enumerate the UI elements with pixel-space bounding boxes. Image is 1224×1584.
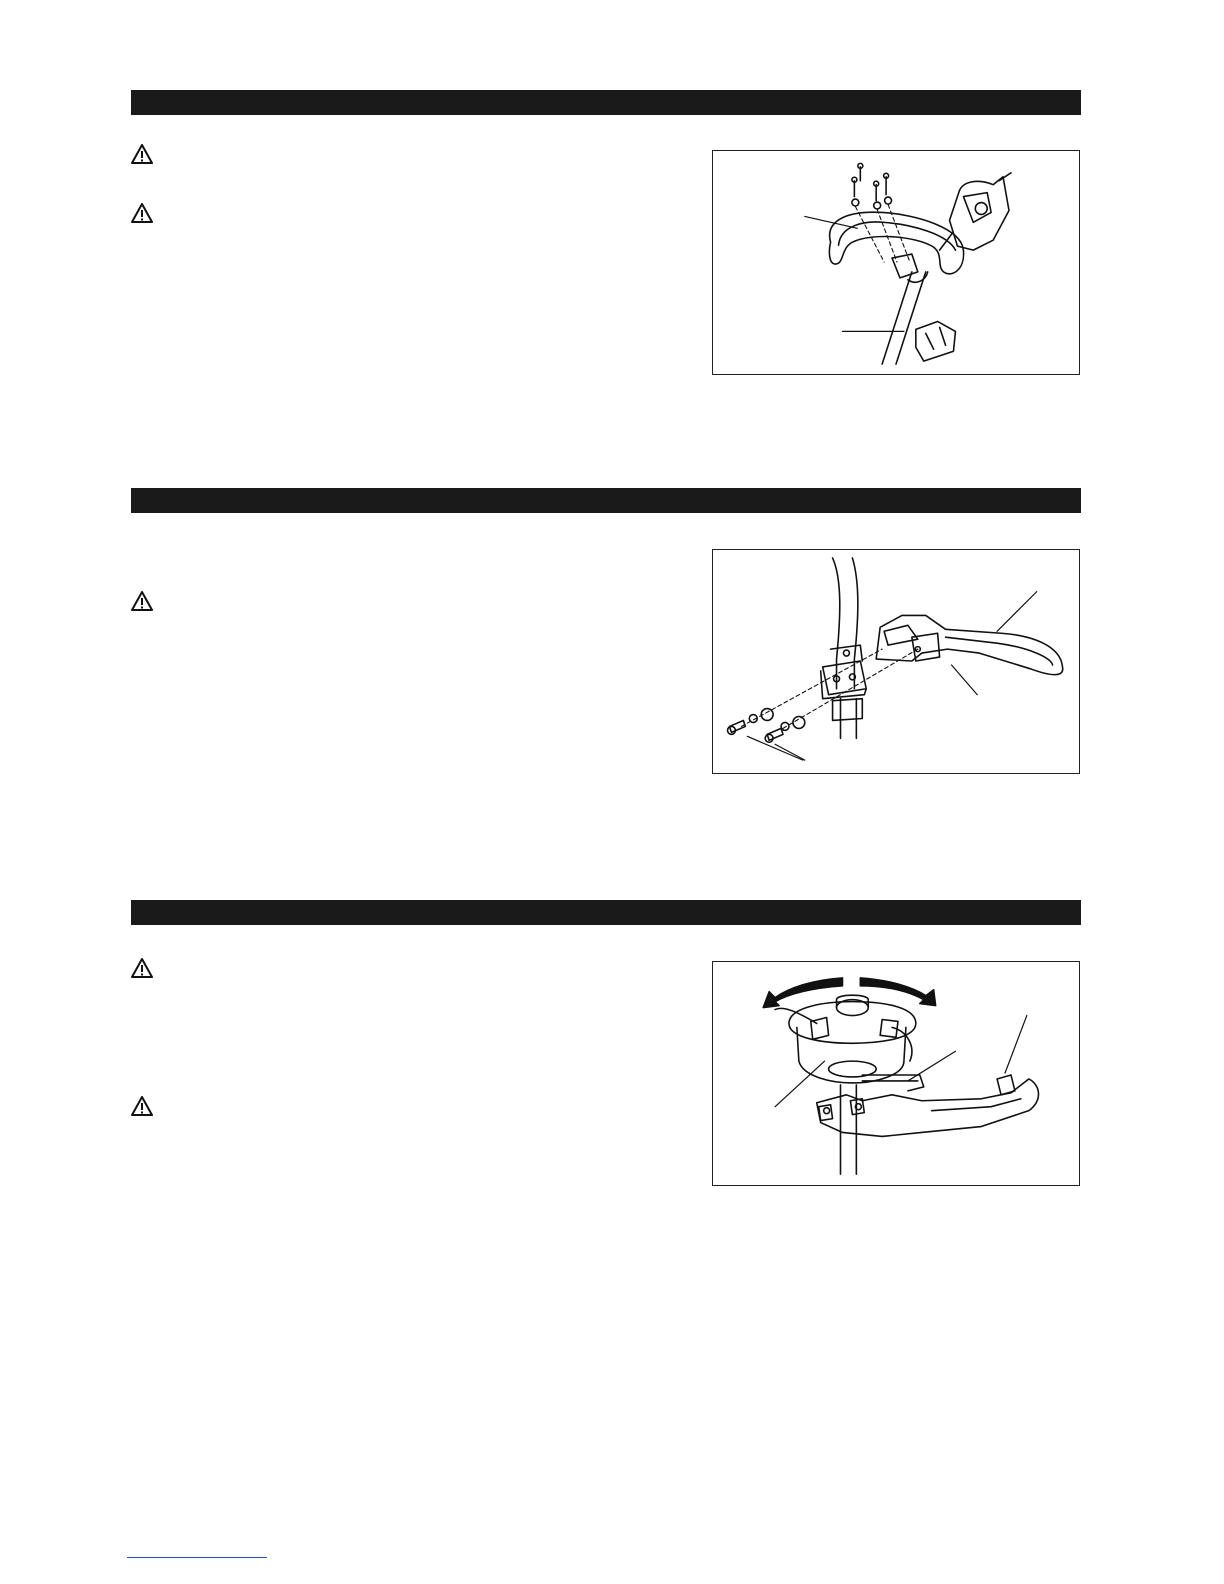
warning-triangle-icon xyxy=(131,144,153,164)
front-handle-illustration xyxy=(712,150,1080,375)
section-header-bar-1 xyxy=(131,90,1081,115)
bolt-icon xyxy=(728,720,784,742)
warning-triangle-icon xyxy=(131,958,153,978)
section-header-bar-2 xyxy=(131,488,1081,513)
rotate-right-arrow-icon xyxy=(860,978,935,1006)
warning-triangle-icon xyxy=(131,591,153,611)
cutting-tool-illustration xyxy=(712,961,1080,1186)
loop-handle-illustration xyxy=(712,549,1080,774)
section-header-bar-3 xyxy=(131,900,1081,925)
footer-rule xyxy=(127,1557,267,1558)
warning-triangle-icon xyxy=(131,203,153,223)
bolt-icon xyxy=(852,163,892,209)
warning-triangle-icon xyxy=(131,1096,153,1116)
